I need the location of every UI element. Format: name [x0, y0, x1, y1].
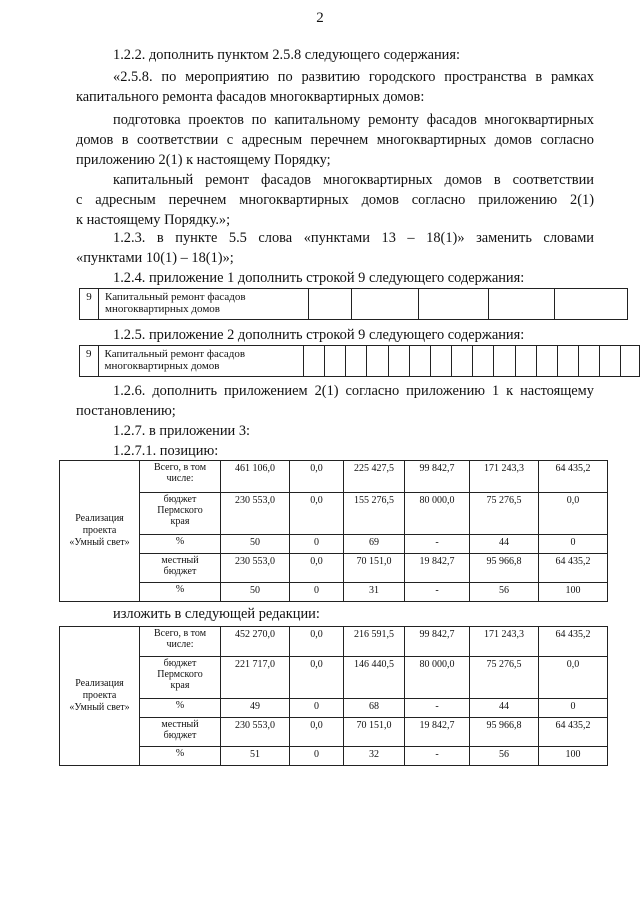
project-line: «Умный свет»: [69, 702, 130, 713]
value-cell: 0,0: [290, 554, 344, 583]
paragraph-2-5-8-line2: капитального ремонта фасадов многоквартирных домов:: [76, 89, 425, 105]
value-cell: 99 842,7: [405, 461, 470, 493]
label-line: %: [175, 748, 185, 759]
row-label-percent: [140, 583, 221, 602]
paragraph-1-2-5: 1.2.5. приложение 2 дополнить строкой 9 следующего содержания:: [113, 327, 525, 343]
value-cell: 49: [221, 699, 290, 718]
empty-cell: [452, 346, 473, 377]
label-line: Всего, в том: [153, 628, 207, 639]
value-cell: 68: [344, 699, 405, 718]
empty-cell: [352, 289, 419, 320]
empty-cell: [489, 289, 555, 320]
paragraph-1-2-6-line2: постановлению;: [76, 403, 176, 419]
value-cell: 95 966,8: [470, 718, 539, 747]
value-cell: 0: [290, 699, 344, 718]
value-cell: -: [405, 699, 470, 718]
row-label-cell: [98, 346, 303, 377]
value-cell: 100: [539, 747, 608, 766]
row-label-local-budget: [140, 718, 221, 747]
empty-cell: [430, 346, 451, 377]
value-cell: 230 553,0: [221, 493, 290, 535]
empty-cell: [579, 346, 600, 377]
label-line: числе:: [166, 639, 194, 650]
empty-cell: [419, 289, 489, 320]
paragraph-prep-line2: домов в соответствии с адресным перечнем многоквартирных домов согласно: [76, 132, 594, 148]
label-line: бюджет: [163, 658, 197, 669]
value-cell: 230 553,0: [221, 718, 290, 747]
value-cell: 50: [221, 583, 290, 602]
row-label-cell: [99, 289, 309, 320]
row-label-line2: многоквартирных домов: [104, 360, 220, 372]
value-cell: 44: [470, 699, 539, 718]
value-cell: 64 435,2: [539, 718, 608, 747]
value-cell: 171 243,3: [470, 627, 539, 657]
label-line: края: [170, 516, 190, 527]
project-line: проекта: [82, 690, 117, 701]
value-cell: 0: [539, 535, 608, 554]
label-line: Пермского: [157, 505, 203, 516]
value-cell: 225 427,5: [344, 461, 405, 493]
value-cell: 70 151,0: [344, 554, 405, 583]
paragraph-repair-line3: к настоящему Порядку.»;: [76, 212, 231, 228]
label-line: местный: [161, 719, 199, 730]
appendix2-row9-table: [79, 345, 640, 377]
value-cell: 32: [344, 747, 405, 766]
value-cell: 44: [470, 535, 539, 554]
value-cell: 0,0: [539, 657, 608, 699]
empty-cell: [325, 346, 346, 377]
value-cell: 452 270,0: [221, 627, 290, 657]
value-cell: 461 106,0: [221, 461, 290, 493]
financing-table-old: [59, 460, 608, 602]
value-cell: 0,0: [290, 627, 344, 657]
label-line: %: [175, 536, 185, 547]
paragraph-prep-line3: приложению 2(1) к настоящему Порядку;: [76, 152, 331, 168]
project-line: «Умный свет»: [69, 537, 130, 548]
value-cell: 56: [470, 583, 539, 602]
row-label-regional-budget: [140, 657, 221, 699]
paragraph-1-2-2: 1.2.2. дополнить пунктом 2.5.8 следующего содержания:: [113, 47, 460, 63]
value-cell: 50: [221, 535, 290, 554]
project-line: Реализация: [75, 513, 124, 524]
paragraph-1-2-6-line1: 1.2.6. дополнить приложением 2(1) согласно приложению 1 к настоящему: [113, 383, 594, 399]
row-number-cell: 9: [80, 289, 99, 320]
project-line: проекта: [82, 525, 117, 536]
value-cell: 75 276,5: [470, 493, 539, 535]
row-label-total: [140, 627, 221, 657]
value-cell: 64 435,2: [539, 627, 608, 657]
value-cell: 0: [539, 699, 608, 718]
value-cell: 230 553,0: [221, 554, 290, 583]
value-cell: 0: [290, 535, 344, 554]
value-cell: 31: [344, 583, 405, 602]
empty-cell: [494, 346, 515, 377]
label-line: бюджет: [163, 566, 197, 577]
empty-cell: [303, 346, 324, 377]
paragraph-1-2-4: 1.2.4. приложение 1 дополнить строкой 9 следующего содержания:: [113, 270, 525, 286]
row-label-percent: [140, 747, 221, 766]
page-number: 2: [316, 10, 324, 26]
project-name-cell: [60, 627, 140, 766]
paragraph-new-edition: изложить в следующей редакции:: [113, 606, 320, 622]
empty-cell: [473, 346, 494, 377]
value-cell: -: [405, 583, 470, 602]
empty-cell: [409, 346, 430, 377]
row-label-total: [140, 461, 221, 493]
label-line: %: [175, 700, 185, 711]
value-cell: 0,0: [290, 493, 344, 535]
paragraph-repair-line2: с адресным перечнем многоквартирных домов согласно приложению 2(1): [76, 192, 594, 208]
value-cell: -: [405, 535, 470, 554]
value-cell: 56: [470, 747, 539, 766]
label-line: Всего, в том: [153, 462, 207, 473]
label-line: местный: [161, 555, 199, 566]
paragraph-2-5-8-line1: «2.5.8. по мероприятию по развитию городского пространства в рамках: [113, 69, 594, 85]
empty-cell: [536, 346, 557, 377]
financing-table-new: [59, 626, 608, 766]
value-cell: 80 000,0: [405, 657, 470, 699]
label-line: числе:: [166, 473, 194, 484]
row-number-cell: 9: [80, 346, 99, 377]
label-line: %: [175, 584, 185, 595]
value-cell: 64 435,2: [539, 554, 608, 583]
value-cell: 95 966,8: [470, 554, 539, 583]
value-cell: 0,0: [290, 718, 344, 747]
value-cell: 19 842,7: [405, 718, 470, 747]
value-cell: 155 276,5: [344, 493, 405, 535]
label-line: бюджет: [163, 494, 197, 505]
paragraph-1-2-3-line2: «пунктами 10(1) – 18(1)»;: [76, 250, 234, 266]
value-cell: 216 591,5: [344, 627, 405, 657]
label-line: края: [170, 680, 190, 691]
empty-cell: [515, 346, 536, 377]
value-cell: 221 717,0: [221, 657, 290, 699]
paragraph-repair-line1: капитальный ремонт фасадов многоквартирных домов в соответствии: [113, 172, 594, 188]
value-cell: -: [405, 747, 470, 766]
value-cell: 146 440,5: [344, 657, 405, 699]
empty-cell: [367, 346, 388, 377]
label-line: Пермского: [157, 669, 203, 680]
empty-cell: [600, 346, 621, 377]
paragraph-1-2-7: 1.2.7. в приложении 3:: [113, 423, 251, 439]
row-label-percent: [140, 535, 221, 554]
row-label-local-budget: [140, 554, 221, 583]
empty-cell: [555, 289, 628, 320]
row-label-percent: [140, 699, 221, 718]
row-label-line2: многоквартирных домов: [105, 303, 220, 315]
value-cell: 19 842,7: [405, 554, 470, 583]
project-name-cell: [60, 461, 140, 602]
paragraph-1-2-3-line1: 1.2.3. в пункте 5.5 слова «пунктами 13 – 18(1)» заменить словами: [113, 230, 594, 246]
value-cell: 0: [290, 583, 344, 602]
value-cell: 0: [290, 747, 344, 766]
value-cell: 75 276,5: [470, 657, 539, 699]
value-cell: 171 243,3: [470, 461, 539, 493]
value-cell: 64 435,2: [539, 461, 608, 493]
empty-cell: [346, 346, 367, 377]
value-cell: 100: [539, 583, 608, 602]
row-label-line1: Капитальный ремонт фасадов: [104, 348, 246, 360]
value-cell: 0,0: [539, 493, 608, 535]
row-label-line1: Капитальный ремонт фасадов: [105, 291, 246, 303]
value-cell: 0,0: [290, 657, 344, 699]
empty-cell: [388, 346, 409, 377]
empty-cell: [621, 346, 640, 377]
paragraph-1-2-7-1: 1.2.7.1. позицию:: [113, 443, 219, 459]
value-cell: 99 842,7: [405, 627, 470, 657]
label-line: бюджет: [163, 730, 197, 741]
value-cell: 70 151,0: [344, 718, 405, 747]
value-cell: 69: [344, 535, 405, 554]
row-label-regional-budget: [140, 493, 221, 535]
value-cell: 51: [221, 747, 290, 766]
empty-cell: [309, 289, 352, 320]
empty-cell: [557, 346, 578, 377]
appendix1-row9-table: [79, 288, 628, 320]
project-line: Реализация: [75, 678, 124, 689]
value-cell: 0,0: [290, 461, 344, 493]
paragraph-prep-line1: подготовка проектов по капитальному ремонту фасадов многоквартирных: [113, 112, 594, 128]
value-cell: 80 000,0: [405, 493, 470, 535]
